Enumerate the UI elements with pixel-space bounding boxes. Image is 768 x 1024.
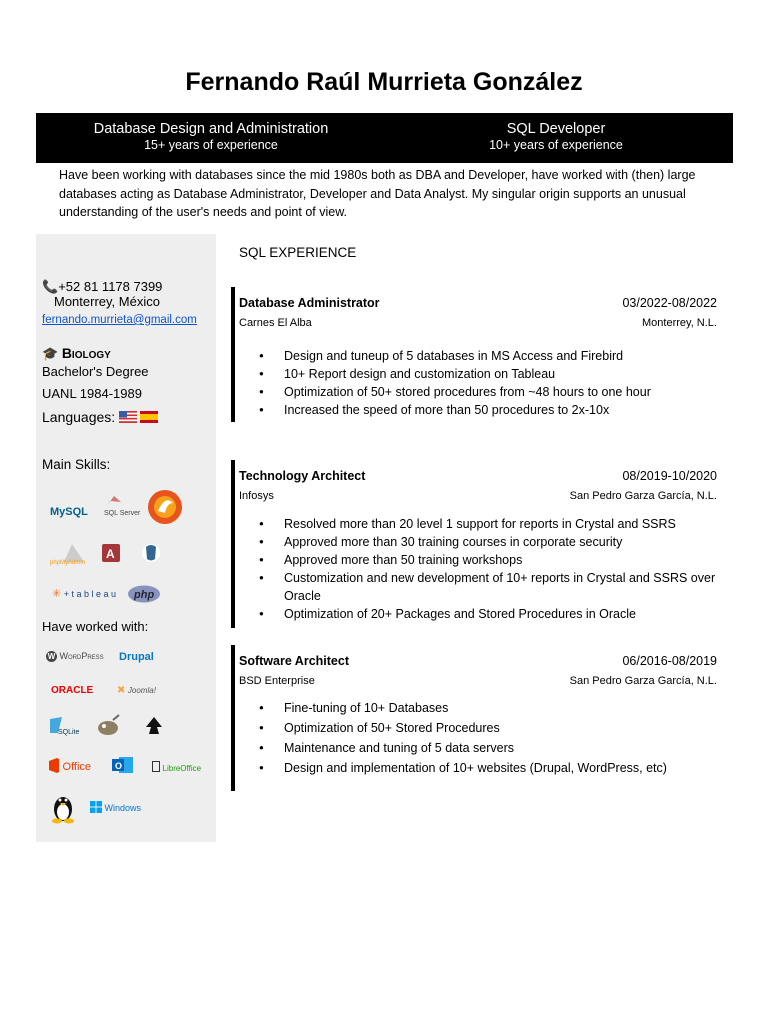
tableau-icon: ✳ [52,588,62,600]
php-icon [127,585,161,603]
tableau-logo [52,587,116,600]
job-bullet: ● Optimization of 50+ stored procedures from ~48 hours to one hour [259,383,729,401]
gimp-icon [95,714,121,736]
job-bullet: ● Approved more than 50 training workshops [259,551,729,569]
joomla-logo [117,685,156,696]
wordpress-logo-text: WordPress [59,651,104,661]
summary-paragraph: Have been working with databases since the mid 1980s both as DBA and Developer, have worked with (then) large databases acting as Database Administrator, Developer and Data Analyst. My singular origin supports an unusual understanding of the user's needs and point of view. [59,168,696,219]
drupal-logo-text: Drupal [119,651,154,663]
oracle-logo [51,685,93,696]
job-company: Carnes El Alba [239,317,312,329]
phpmyadmin-icon [50,542,90,566]
tableau-logo-text: + t a b l e a u [63,589,117,599]
phpmyadmin-logo [50,542,90,568]
languages-row [42,409,158,425]
role-banner [36,113,733,163]
job-bullets [259,347,729,419]
job-dates: 03/2022-08/2022 [622,296,717,310]
oracle-logo-text: ORACLE [51,685,94,696]
gimp-logo [95,714,121,738]
spain-flag-icon [140,411,158,423]
job-bullet: ● Increased the speed of more than 50 procedures to 2x-10x [259,401,729,419]
job-location: San Pedro Garza García, N.L. [569,675,717,687]
job-accent-bar [231,645,235,791]
job-bullet: ● Approved more than 30 training courses in corporate security [259,533,729,551]
phone-row [42,279,162,295]
joomla-logo-text: Joomla! [127,686,156,695]
job-title: Software Architect [239,654,349,668]
languages-label: Languages: [42,409,116,425]
page-title: Fernando Raúl Murrieta González [185,68,583,96]
job-entry [231,645,721,791]
sql-server-logo [104,494,140,517]
inkscape-icon [144,716,164,736]
job-bullet: ● Design and implementation of 10+ websites (Drupal, WordPress, etc) [259,758,729,778]
phone-number: +52 81 1178 7399 [58,279,163,294]
firebird-icon [147,489,183,525]
php-logo [127,585,161,605]
office-logo [48,758,91,773]
libreoffice-logo [152,761,201,773]
libreoffice-icon [152,761,160,772]
mysql-logo [50,506,88,518]
job-company: Infosys [239,490,274,502]
job-bullets [259,515,729,623]
main-skills-label: Main Skills: [42,457,111,472]
ms-access-icon [100,542,122,564]
worked-with-label: Have worked with: [42,619,149,634]
degree: Bachelor's Degree [42,364,149,379]
role-dba-years: 15+ years of experience [144,138,278,152]
job-location: San Pedro Garza García, N.L. [569,490,717,502]
outlook-icon [111,754,135,776]
phone-icon: 📞 [42,279,59,294]
role-sql-developer [456,120,656,153]
php-logo-text: php [134,589,155,601]
job-title: Database Administrator [239,296,380,310]
libreoffice-logo-text: LibreOffice [162,764,202,773]
firebird-logo [147,489,183,527]
drupal-logo [119,651,154,663]
job-bullet: ● Optimization of 50+ Stored Procedures [259,718,729,738]
job-dates: 08/2019-10/2020 [622,469,717,483]
windows-logo-text: Windows [104,803,142,813]
sqlite-logo [48,715,82,739]
us-flag-icon [119,411,137,423]
job-bullet: ● Customization and new development of 10+ reports in Crystal and SSRS over Oracle [259,569,729,605]
postgresql-icon [140,542,162,564]
job-title: Technology Architect [239,469,366,483]
job-accent-bar [231,287,235,422]
education-heading [42,345,111,362]
windows-logo [90,801,141,813]
job-bullet: ● Design and tuneup of 5 databases in MS Access and Firebird [259,347,729,365]
sqlite-logo-text: SQLite [58,729,80,736]
job-company: BSD Enterprise [239,675,315,687]
role-sql-years: 10+ years of experience [489,138,623,152]
job-bullet: ● Maintenance and tuning of 5 data servers [259,738,729,758]
phpmyadmin-logo-text: phpMyAdmin [50,560,86,566]
job-dates: 06/2016-08/2019 [622,654,717,668]
joomla-icon: ✖ [117,685,126,696]
role-dba [56,120,366,153]
windows-icon [90,801,102,813]
linux-logo [50,790,76,826]
section-title: SQL EXPERIENCE [239,245,357,260]
job-bullet: ● 10+ Report design and customization on Tableau [259,365,729,383]
wordpress-icon: W [47,652,56,661]
job-bullets [259,698,729,778]
email-link[interactable]: fernando.murrieta@gmail.com [42,314,197,326]
inkscape-logo [144,716,164,738]
linux-tux-icon [50,790,76,824]
office-icon [48,758,60,773]
role-dba-title: Database Design and Administration [93,121,329,137]
svg-text:A: A [106,547,115,561]
office-logo-text: Office [62,761,92,773]
mysql-logo-text: MySQL [50,506,88,518]
job-bullet: ● Optimization of 20+ Packages and Stored Procedures in Oracle [259,605,729,623]
sql-server-logo-text: SQL Server [104,510,141,517]
wordpress-logo [46,651,104,662]
svg-text:O: O [115,761,123,771]
postgresql-logo [140,542,162,566]
job-bullet: ● Resolved more than 20 level 1 support for reports in Crystal and SSRS [259,515,729,533]
outlook-logo [111,754,135,778]
job-accent-bar [231,460,235,628]
education-title: Biology [61,345,111,361]
school: UANL 1984-1989 [42,386,142,401]
sql-server-icon [104,494,124,508]
job-entry [231,287,721,422]
job-entry [231,460,721,628]
job-bullet: ● Fine-tuning of 10+ Databases [259,698,729,718]
sqlite-icon [48,715,82,737]
ms-access-logo [100,542,122,566]
location: Monterrey, México [54,294,160,309]
role-sql-title: SQL Developer [506,121,606,137]
graduation-cap-icon: 🎓 [42,346,59,361]
job-location: Monterrey, N.L. [642,317,717,329]
